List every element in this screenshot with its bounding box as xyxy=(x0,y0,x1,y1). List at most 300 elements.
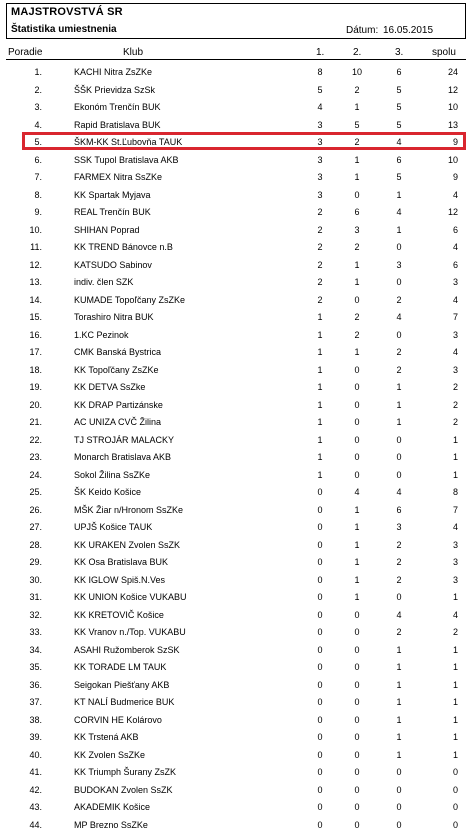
table-row xyxy=(0,117,475,134)
row-position: 14. xyxy=(29,294,42,305)
row-club: KUMADE Topoľčany ZsZKe xyxy=(74,294,185,305)
row-silver: 0 xyxy=(354,364,360,375)
row-bronze: 6 xyxy=(396,504,402,515)
row-silver: 5 xyxy=(354,119,360,130)
row-position: 38. xyxy=(29,714,42,725)
table-row xyxy=(0,624,475,641)
row-bronze: 1 xyxy=(396,714,402,725)
row-gold: 0 xyxy=(317,732,323,742)
row-gold: 0 xyxy=(317,644,323,655)
report-subtitle: Štatistika umiestnenia xyxy=(11,24,117,35)
row-position: 28. xyxy=(29,539,42,550)
row-total: 2 xyxy=(452,627,458,637)
row-silver: 0 xyxy=(354,609,360,620)
row-position: 5. xyxy=(34,137,42,147)
row-position: 1. xyxy=(34,67,42,77)
row-gold: 0 xyxy=(317,609,323,620)
row-silver: 0 xyxy=(354,679,360,690)
row-club: KK Osa Bratislava BUK xyxy=(74,557,169,567)
row-position: 34. xyxy=(29,644,42,655)
row-silver: 0 xyxy=(354,469,360,480)
row-club: KK URAKEN Zvolen SsZK xyxy=(74,539,181,550)
row-silver: 1 xyxy=(354,557,360,567)
row-position: 16. xyxy=(29,329,42,340)
table-row xyxy=(0,309,475,326)
row-gold: 0 xyxy=(317,802,323,812)
row-total: 1 xyxy=(452,644,458,655)
row-gold: 2 xyxy=(317,259,323,270)
row-bronze: 0 xyxy=(396,329,402,340)
row-silver: 2 xyxy=(354,242,360,252)
table-row xyxy=(0,397,475,414)
table-row xyxy=(0,607,475,624)
row-total: 2 xyxy=(452,399,458,410)
row-silver: 0 xyxy=(354,802,360,812)
row-total: 9 xyxy=(452,172,458,182)
row-bronze: 1 xyxy=(396,662,402,672)
row-gold: 2 xyxy=(317,207,323,217)
row-club: CORVIN HE Kolárovo xyxy=(74,714,162,725)
row-club: REAL Trenčín BUK xyxy=(74,207,151,217)
row-gold: 0 xyxy=(317,487,323,497)
table-row xyxy=(0,537,475,554)
row-position: 7. xyxy=(34,172,42,182)
row-club: KK Trstená AKB xyxy=(74,732,139,742)
row-gold: 3 xyxy=(317,154,323,165)
row-gold: 1 xyxy=(317,399,323,410)
row-silver: 1 xyxy=(354,277,360,287)
row-club: ŠK Keido Košice xyxy=(74,487,142,497)
table-row xyxy=(0,817,475,834)
row-club: SHIHAN Poprad xyxy=(74,224,140,235)
row-bronze: 1 xyxy=(396,417,402,427)
table-row xyxy=(0,239,475,256)
row-total: 3 xyxy=(452,557,458,567)
row-silver: 0 xyxy=(354,767,360,777)
row-bronze: 2 xyxy=(396,539,402,550)
row-silver: 1 xyxy=(354,347,360,357)
row-total: 10 xyxy=(447,154,458,165)
row-gold: 0 xyxy=(317,539,323,550)
row-bronze: 1 xyxy=(396,224,402,235)
row-club: Rapid Bratislava BUK xyxy=(74,119,161,130)
table-row xyxy=(0,152,475,169)
row-gold: 0 xyxy=(317,784,323,795)
row-total: 3 xyxy=(452,329,458,340)
row-bronze: 1 xyxy=(396,732,402,742)
table-row xyxy=(0,414,475,431)
row-club: 1.KC Pezinok xyxy=(74,329,129,340)
row-silver: 0 xyxy=(354,749,360,760)
row-bronze: 6 xyxy=(396,67,402,77)
row-bronze: 4 xyxy=(396,487,402,497)
row-bronze: 0 xyxy=(396,592,402,602)
column-header-bronze: 3. xyxy=(395,47,404,58)
row-position: 20. xyxy=(29,399,42,410)
row-club: TJ STROJÁR MALACKY xyxy=(74,434,175,445)
row-gold: 3 xyxy=(317,189,323,200)
row-club: KK Zvolen SsZKe xyxy=(74,749,146,760)
row-silver: 0 xyxy=(354,417,360,427)
row-silver: 2 xyxy=(354,84,360,95)
row-silver: 0 xyxy=(354,662,360,672)
row-silver: 0 xyxy=(354,697,360,707)
table-row xyxy=(0,782,475,799)
row-position: 12. xyxy=(29,259,42,270)
row-bronze: 4 xyxy=(396,137,402,147)
row-position: 27. xyxy=(29,522,42,532)
row-silver: 0 xyxy=(354,382,360,392)
table-row xyxy=(0,204,475,221)
table-row xyxy=(0,572,475,589)
row-club: UPJŠ Košice TAUK xyxy=(74,522,153,532)
row-gold: 3 xyxy=(317,137,323,147)
row-position: 3. xyxy=(34,102,42,112)
row-bronze: 3 xyxy=(396,259,402,270)
row-club: KT NALÍ Budmerice BUK xyxy=(74,697,175,707)
table-row xyxy=(0,589,475,606)
table-row xyxy=(0,502,475,519)
row-bronze: 1 xyxy=(396,697,402,707)
row-gold: 3 xyxy=(317,172,323,182)
table-row xyxy=(0,729,475,746)
row-silver: 0 xyxy=(354,294,360,305)
table-row xyxy=(0,799,475,816)
row-total: 1 xyxy=(452,697,458,707)
table-row xyxy=(0,659,475,676)
row-total: 1 xyxy=(452,662,458,672)
row-club: KK DRAP Partizánske xyxy=(74,399,163,410)
row-club: AC UNIZA CVČ Žilina xyxy=(74,417,162,427)
row-position: 29. xyxy=(29,557,42,567)
row-total: 6 xyxy=(452,224,458,235)
row-silver: 0 xyxy=(354,644,360,655)
row-total: 3 xyxy=(452,364,458,375)
row-club: ŠKM-KK St.Ľubovňa TAUK xyxy=(74,137,183,147)
row-gold: 4 xyxy=(317,102,323,112)
row-club: KK Vranov n./Top. VUKABU xyxy=(74,627,186,637)
row-club: KK Triumph Šurany ZsZK xyxy=(74,767,177,777)
row-club: MP Brezno SsZKe xyxy=(74,819,148,830)
row-total: 24 xyxy=(447,67,458,77)
row-silver: 10 xyxy=(351,67,362,77)
row-silver: 2 xyxy=(354,312,360,322)
row-position: 22. xyxy=(29,434,42,445)
row-gold: 2 xyxy=(317,224,323,235)
row-gold: 0 xyxy=(317,749,323,760)
row-club: MŠK Žiar n/Hronom SsZKe xyxy=(74,504,184,515)
row-total: 4 xyxy=(452,347,458,357)
row-club: Sokol Žilina SsZKe xyxy=(74,469,151,480)
table-row xyxy=(0,64,475,81)
row-position: 44. xyxy=(29,819,42,830)
column-header-position: Poradie xyxy=(8,47,43,58)
row-club: BUDOKAN Zvolen SsZK xyxy=(74,784,173,795)
row-bronze: 4 xyxy=(396,312,402,322)
row-bronze: 0 xyxy=(396,784,402,795)
table-row xyxy=(0,519,475,536)
row-position: 15. xyxy=(29,312,42,322)
row-club: KK Topoľčany ZsZKe xyxy=(74,364,159,375)
row-total: 3 xyxy=(452,277,458,287)
row-gold: 1 xyxy=(317,347,323,357)
row-bronze: 2 xyxy=(396,294,402,305)
row-gold: 1 xyxy=(317,434,323,445)
row-total: 1 xyxy=(452,434,458,445)
table-row xyxy=(0,554,475,571)
row-total: 1 xyxy=(452,732,458,742)
row-bronze: 2 xyxy=(396,364,402,375)
row-bronze: 5 xyxy=(396,84,402,95)
report-header xyxy=(6,3,466,39)
table-row xyxy=(0,292,475,309)
date-label: Dátum: xyxy=(346,25,379,36)
row-total: 1 xyxy=(452,679,458,690)
row-club: KK KRETOVIČ Košice xyxy=(74,609,164,620)
row-position: 9. xyxy=(34,207,42,217)
row-total: 3 xyxy=(452,574,458,585)
row-total: 10 xyxy=(447,102,458,112)
row-bronze: 0 xyxy=(396,802,402,812)
row-silver: 2 xyxy=(354,137,360,147)
row-bronze: 0 xyxy=(396,767,402,777)
table-row xyxy=(0,82,475,99)
row-gold: 1 xyxy=(317,329,323,340)
table-row xyxy=(0,362,475,379)
row-gold: 0 xyxy=(317,767,323,777)
row-bronze: 1 xyxy=(396,679,402,690)
row-club: SSK Tupol Bratislava AKB xyxy=(74,154,179,165)
row-total: 8 xyxy=(452,487,458,497)
row-position: 21. xyxy=(29,417,42,427)
table-row xyxy=(0,169,475,186)
row-club: Ekonóm Trenčín BUK xyxy=(74,102,161,112)
table-row xyxy=(0,677,475,694)
row-silver: 1 xyxy=(354,522,360,532)
row-silver: 1 xyxy=(354,259,360,270)
row-gold: 0 xyxy=(317,662,323,672)
row-gold: 2 xyxy=(317,294,323,305)
table-row xyxy=(0,449,475,466)
row-position: 39. xyxy=(29,732,42,742)
row-gold: 8 xyxy=(317,67,323,77)
date-value: 16.05.2015 xyxy=(383,25,434,36)
row-silver: 0 xyxy=(354,784,360,795)
row-gold: 0 xyxy=(317,714,323,725)
row-position: 43. xyxy=(29,802,42,812)
row-total: 1 xyxy=(452,714,458,725)
row-position: 2. xyxy=(34,84,42,95)
row-position: 40. xyxy=(29,749,42,760)
row-silver: 0 xyxy=(354,819,360,830)
row-gold: 1 xyxy=(317,417,323,427)
row-total: 0 xyxy=(452,802,458,812)
row-position: 37. xyxy=(29,697,42,707)
table-row xyxy=(0,642,475,659)
row-gold: 5 xyxy=(317,84,323,95)
row-total: 1 xyxy=(452,469,458,480)
row-position: 8. xyxy=(34,189,42,200)
row-position: 25. xyxy=(29,487,42,497)
row-total: 2 xyxy=(452,382,458,392)
row-gold: 1 xyxy=(317,452,323,462)
row-bronze: 2 xyxy=(396,574,402,585)
table-row xyxy=(0,467,475,484)
row-bronze: 0 xyxy=(396,242,402,252)
row-total: 1 xyxy=(452,592,458,602)
row-club: KK IGLOW Spiš.N.Ves xyxy=(74,574,166,585)
column-header-total: spolu xyxy=(432,47,456,58)
row-total: 1 xyxy=(452,749,458,760)
row-silver: 1 xyxy=(354,504,360,515)
row-silver: 1 xyxy=(354,172,360,182)
row-total: 4 xyxy=(452,294,458,305)
row-gold: 2 xyxy=(317,277,323,287)
row-club: KK TORADE LM TAUK xyxy=(74,662,167,672)
row-gold: 0 xyxy=(317,557,323,567)
row-club: ŠŠK Prievidza SzSk xyxy=(74,84,156,95)
table-row xyxy=(0,274,475,291)
row-club: KK UNION Košice VUKABU xyxy=(74,592,187,602)
row-bronze: 1 xyxy=(396,399,402,410)
row-bronze: 0 xyxy=(396,452,402,462)
row-club: indiv. člen SZK xyxy=(74,277,134,287)
row-position: 30. xyxy=(29,574,42,585)
row-total: 0 xyxy=(452,784,458,795)
row-position: 31. xyxy=(29,592,42,602)
row-bronze: 2 xyxy=(396,557,402,567)
row-total: 0 xyxy=(452,767,458,777)
row-total: 2 xyxy=(452,417,458,427)
row-club: KK DETVA SsZke xyxy=(74,382,146,392)
table-row xyxy=(0,694,475,711)
row-total: 6 xyxy=(452,259,458,270)
row-bronze: 2 xyxy=(396,347,402,357)
row-total: 1 xyxy=(452,452,458,462)
row-gold: 0 xyxy=(317,679,323,690)
row-position: 19. xyxy=(29,382,42,392)
row-gold: 2 xyxy=(317,242,323,252)
table-row xyxy=(0,327,475,344)
row-bronze: 1 xyxy=(396,382,402,392)
column-header-club: Klub xyxy=(123,47,144,58)
row-total: 4 xyxy=(452,242,458,252)
report-title: MAJSTROVSTVÁ SR xyxy=(11,6,123,18)
row-position: 42. xyxy=(29,784,42,795)
row-club: CMK Banská Bystrica xyxy=(74,347,162,357)
row-position: 26. xyxy=(29,504,42,515)
row-bronze: 5 xyxy=(396,102,402,112)
row-position: 41. xyxy=(29,767,42,777)
row-silver: 1 xyxy=(354,592,360,602)
row-bronze: 0 xyxy=(396,819,402,830)
row-gold: 0 xyxy=(317,627,323,637)
row-silver: 1 xyxy=(354,154,360,165)
row-total: 4 xyxy=(452,522,458,532)
table-row xyxy=(0,222,475,239)
row-gold: 0 xyxy=(317,697,323,707)
row-club: Torashiro Nitra BUK xyxy=(74,312,154,322)
row-silver: 0 xyxy=(354,189,360,200)
row-bronze: 0 xyxy=(396,434,402,445)
row-silver: 3 xyxy=(354,224,360,235)
table-row xyxy=(0,344,475,361)
row-bronze: 1 xyxy=(396,749,402,760)
row-club: KK TREND Bánovce n.B xyxy=(74,242,173,252)
row-bronze: 0 xyxy=(396,277,402,287)
row-total: 12 xyxy=(447,207,458,217)
table-row xyxy=(0,712,475,729)
row-club: AKADEMIK Košice xyxy=(74,802,151,812)
row-silver: 1 xyxy=(354,574,360,585)
row-bronze: 4 xyxy=(396,207,402,217)
row-silver: 0 xyxy=(354,627,360,637)
row-silver: 1 xyxy=(354,102,360,112)
row-position: 36. xyxy=(29,679,42,690)
row-position: 23. xyxy=(29,452,42,462)
table-row xyxy=(0,187,475,204)
row-bronze: 1 xyxy=(396,189,402,200)
row-gold: 1 xyxy=(317,469,323,480)
row-silver: 0 xyxy=(354,399,360,410)
table-row xyxy=(0,379,475,396)
highlight-box xyxy=(22,132,466,150)
row-gold: 1 xyxy=(317,364,323,375)
row-club: Monarch Bratislava AKB xyxy=(74,452,172,462)
row-total: 3 xyxy=(452,539,458,550)
row-bronze: 5 xyxy=(396,119,402,130)
header-divider xyxy=(6,59,466,60)
row-club: KACHI Nitra ZsZKe xyxy=(74,67,153,77)
row-position: 6. xyxy=(34,154,42,165)
row-bronze: 6 xyxy=(396,154,402,165)
row-silver: 0 xyxy=(354,434,360,445)
row-bronze: 4 xyxy=(396,609,402,620)
row-position: 33. xyxy=(29,627,42,637)
row-position: 32. xyxy=(29,609,42,620)
row-bronze: 1 xyxy=(396,644,402,655)
row-position: 18. xyxy=(29,364,42,375)
row-total: 12 xyxy=(447,84,458,95)
row-gold: 0 xyxy=(317,574,323,585)
row-bronze: 0 xyxy=(396,469,402,480)
row-club: KATSUDO Sabinov xyxy=(74,259,152,270)
row-position: 10. xyxy=(29,224,42,235)
row-position: 4. xyxy=(34,119,42,130)
column-header-gold: 1. xyxy=(316,47,325,58)
row-club: FARMEX Nitra SsZKe xyxy=(74,172,163,182)
row-bronze: 3 xyxy=(396,522,402,532)
row-silver: 0 xyxy=(354,732,360,742)
row-position: 17. xyxy=(29,347,42,357)
table-row xyxy=(0,432,475,449)
row-total: 13 xyxy=(447,119,458,130)
row-club: ASAHI Ružomberok SzSK xyxy=(74,644,180,655)
row-gold: 0 xyxy=(317,819,323,830)
row-total: 0 xyxy=(452,819,458,830)
row-gold: 1 xyxy=(317,312,323,322)
row-silver: 0 xyxy=(354,714,360,725)
row-gold: 0 xyxy=(317,522,323,532)
row-total: 4 xyxy=(452,609,458,620)
table-row xyxy=(0,747,475,764)
row-total: 7 xyxy=(452,312,458,322)
row-position: 11. xyxy=(30,242,42,252)
row-total: 4 xyxy=(452,189,458,200)
row-bronze: 2 xyxy=(396,627,402,637)
table-row xyxy=(0,257,475,274)
row-silver: 1 xyxy=(354,539,360,550)
